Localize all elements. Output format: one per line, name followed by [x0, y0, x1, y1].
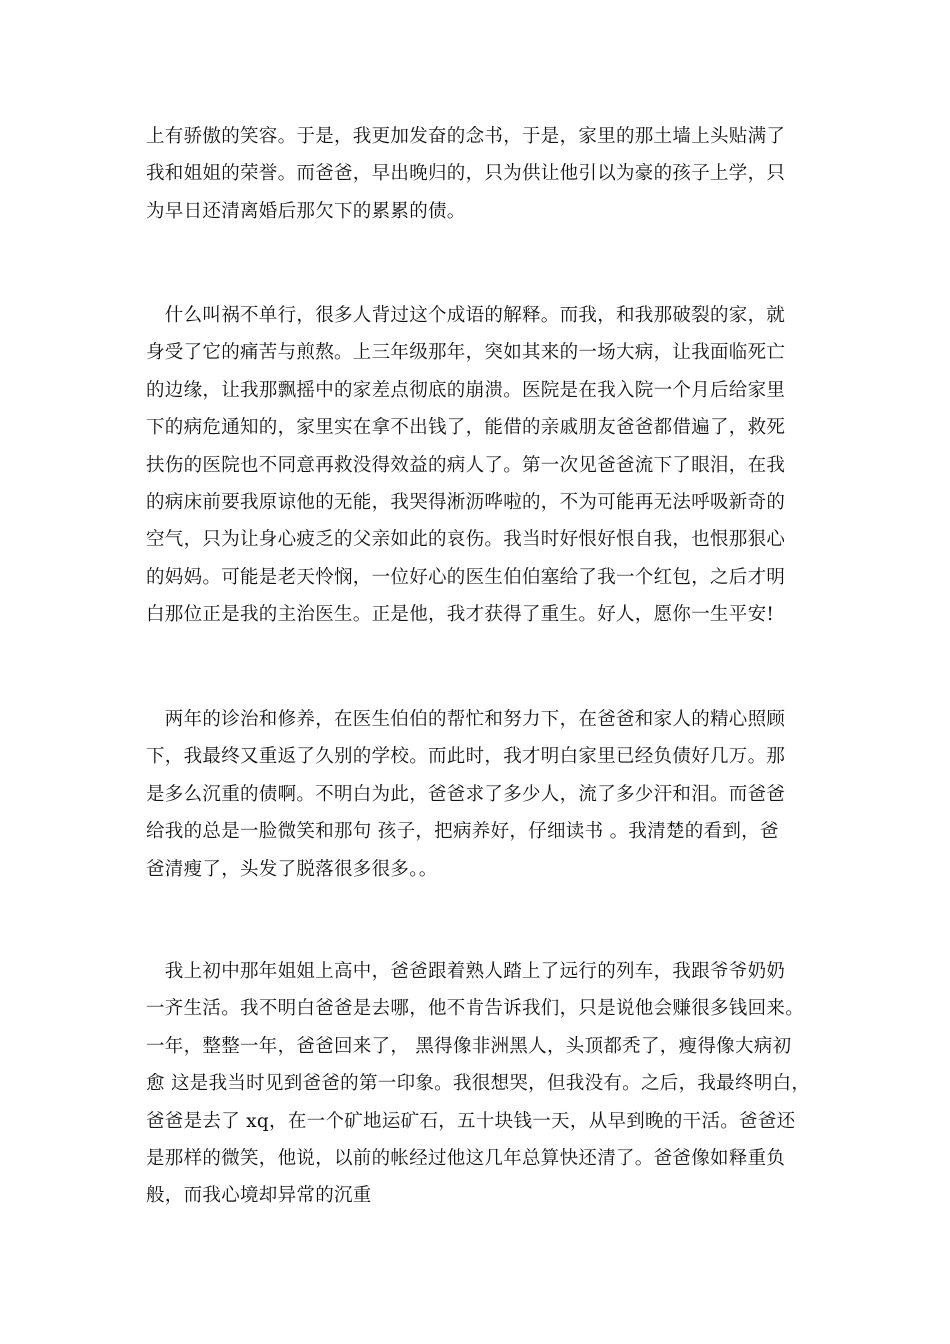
text-line: 给我的总是一脸微笑和那句 孩子，把病养好，仔细读书 。我清楚的看到，爸: [146, 821, 779, 843]
text-line: 空气，只为让身心疲乏的父亲如此的哀伤。我当时好恨好恨自我，也恨那狠心: [146, 529, 786, 551]
paragraph-1: [146, 118, 826, 230]
text-line: 身受了它的痛苦与煎熬。上三年级那年，突如其来的一场大病，让我面临死亡: [146, 342, 786, 364]
text-line: 爸爸是去了 xq，在一个矿地运矿石，五十块钱一天，从早到晚的干活。爸爸还: [146, 1110, 796, 1132]
text-line: 爸清瘦了，头发了脱落很多很多。。: [146, 858, 438, 880]
text-line: 什么叫祸不单行，很多人背过这个成语的解释。而我，和我那破裂的家，就: [146, 305, 786, 326]
text-line: 我和姐姐的荣誉。而爸爸，早出晚归的，只为供让他引以为豪的孩子上学，只: [146, 163, 786, 185]
text-line: 是多么沉重的债啊。不明白为此，爸爸求了多少人，流了多少汗和泪。而爸爸: [146, 783, 786, 805]
text-line: 愈 这是我当时见到爸爸的第一印象。我很想哭，但我没有。之后，我最终明白，: [146, 1073, 811, 1095]
text-line: 上有骄傲的笑容。于是，我更加发奋的念书，于是，家里的那土墙上头贴满了: [146, 126, 786, 147]
paragraph-2: [146, 297, 826, 634]
text-line: 下，我最终又重返了久别的学校。而此时，我才明白家里已经负债好几万。那: [146, 746, 786, 768]
paragraph-4: [146, 953, 826, 1215]
text-line: 扶伤的医院也不同意再救没得效益的病人了。第一次见爸爸流下了眼泪，在我: [146, 454, 786, 476]
text-line: 白那位正是我的主治医生。正是他，我才获得了重生。好人，愿你一生平安!: [146, 604, 775, 626]
text-line: 一年，整整一年，爸爸回来了， 黑得像非洲黑人，头顶都秃了，瘦得像大病初: [146, 1035, 792, 1057]
text-line: 般，而我心境却异常的沉重: [146, 1185, 372, 1207]
text-line: 为早日还清离婚后那欠下的累累的债。: [146, 200, 466, 222]
text-line: 两年的诊治和修养，在医生伯伯的帮忙和努力下，在爸爸和家人的精心照顾: [146, 709, 786, 730]
text-line: 的病床前要我原谅他的无能，我哭得淅沥哗啦的，不为可能再无法呼吸新奇的: [146, 491, 786, 513]
text-line: 的边缘，让我那飘摇中的家差点彻底的崩溃。医院是在我入院一个月后给家里: [146, 379, 786, 401]
text-line: 我上初中那年姐姐上高中，爸爸跟着熟人踏上了远行的列车，我跟爷爷奶奶: [146, 961, 786, 982]
text-line: 下的病危通知的，家里实在拿不出钱了，能借的亲戚朋友爸爸都借遍了，救死: [146, 417, 786, 439]
text-line: 一齐生活。我不明白爸爸是去哪，他不肯告诉我们，只是说他会赚很多钱回来。: [146, 998, 805, 1020]
text-line: 是那样的微笑，他说，以前的帐经过他这几年总算快还清了。爸爸像如释重负: [146, 1147, 786, 1169]
paragraph-3: [146, 701, 826, 888]
text-line: 的妈妈。可能是老天怜悯，一位好心的医生伯伯塞给了我一个红包，之后才明: [146, 566, 786, 588]
